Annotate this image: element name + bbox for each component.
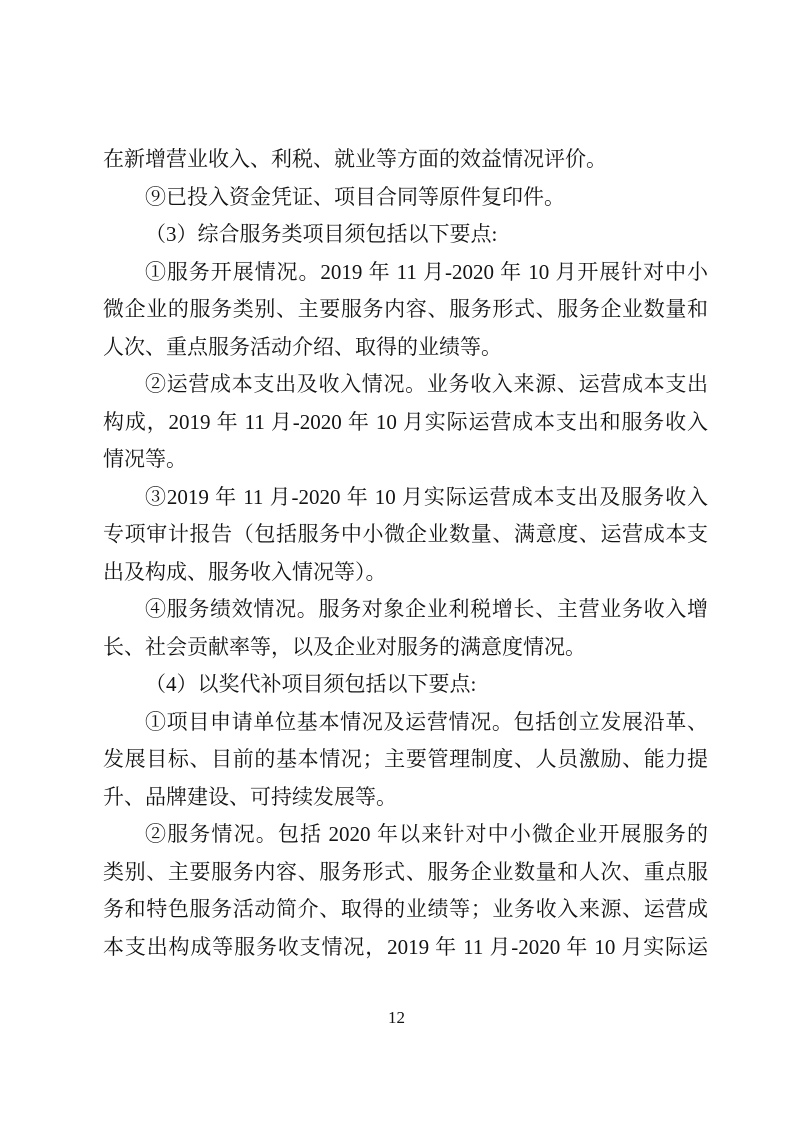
paragraph [103, 666, 708, 704]
text-line: （3）综合服务类项目须包括以下要点: [145, 222, 498, 246]
paragraph [103, 216, 708, 254]
text-line: 专项审计报告（包括服务中小微企业数量、满意度、运营成本支 [103, 522, 708, 546]
paragraph [103, 704, 708, 817]
text-line: 类别、主要服务内容、服务形式、服务企业数量和人次、重点服 [103, 859, 708, 884]
text-line: （4）以奖代补项目须包括以下要点: [145, 672, 477, 696]
text-line: 长、社会贡献率等，以及企业对服务的满意度情况。 [103, 634, 586, 659]
paragraph [103, 179, 708, 217]
text-line: ⑨已投入资金凭证、项目合同等原件复印件。 [145, 184, 565, 209]
document-body [103, 141, 708, 966]
text-line: 升、品牌建设、可持续发展等。 [103, 784, 397, 809]
text-line: ①服务开展情况。2019 年 11 月-2020 年 10 月开展针对中小 [145, 259, 708, 284]
text-line: 人次、重点服务活动介绍、取得的业绩等。 [103, 334, 502, 359]
text-line: 本支出构成等服务收支情况，2019 年 11 月-2020 年 10 月实际运 [103, 934, 708, 959]
text-line: 微企业的服务类别、主要服务内容、服务形式、服务企业数量和 [103, 297, 708, 321]
paragraph [103, 366, 708, 479]
text-line: ②运营成本支出及收入情况。业务收入来源、运营成本支出 [145, 372, 708, 396]
paragraph [103, 254, 708, 367]
text-line: ③2019 年 11 月-2020 年 10 月实际运营成本支出及服务收入 [145, 484, 708, 509]
text-line: 务和特色服务活动简介、取得的业绩等；业务收入来源、运营成 [103, 897, 708, 921]
text-line: 在新增营业收入、利税、就业等方面的效益情况评价。 [103, 147, 607, 171]
text-line: ④服务绩效情况。服务对象企业利税增长、主营业务收入增 [145, 597, 708, 621]
text-line: 出及构成、服务收入情况等）。 [103, 559, 387, 584]
text-line: ②服务情况。包括 2020 年以来针对中小微企业开展服务的 [145, 822, 708, 846]
paragraph [103, 816, 708, 966]
text-line: 构成，2019 年 11 月-2020 年 10 月实际运营成本支出和服务收入 [103, 409, 708, 434]
page-number: 12 [388, 1008, 405, 1027]
text-line: 发展目标、目前的基本情况；主要管理制度、人员激励、能力提 [103, 747, 708, 771]
text-line: 情况等。 [103, 447, 187, 471]
paragraph [103, 591, 708, 666]
paragraph [103, 479, 708, 592]
paragraph [103, 141, 708, 179]
text-line: ①项目申请单位基本情况及运营情况。包括创立发展沿革、 [145, 709, 708, 734]
